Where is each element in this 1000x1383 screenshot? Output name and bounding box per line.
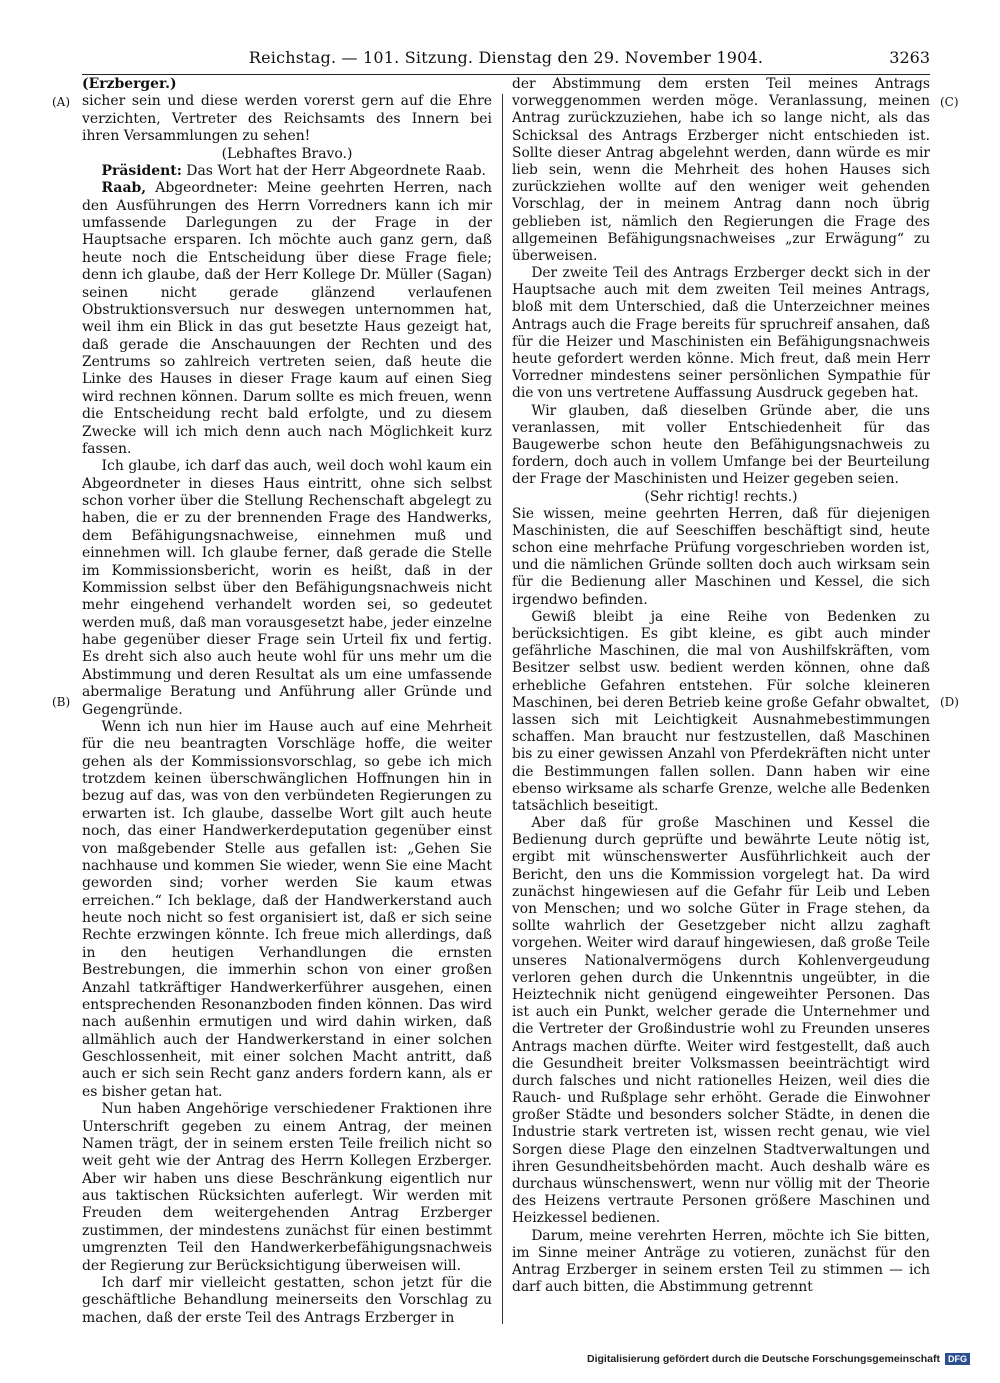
margin-mark-c: (C) — [940, 95, 959, 109]
paragraph: Darum, meine verehrten Herren, möchte ich Sie bitten, im Sinne meiner Anträge zu votieren, zunächst für den Antrag Erzberger in seinem ersten Teil zu stimmen — ich darf auch bitten, die Abstimmung getrennt — [512, 1227, 930, 1296]
page-number: 3263 — [889, 48, 930, 67]
margin-mark-a: (A) — [52, 95, 71, 109]
speaker-name: (Erzberger.) — [82, 76, 177, 92]
margin-mark-b: (B) — [52, 695, 71, 709]
speaker-tag: Präsident: — [101, 162, 182, 179]
footer — [587, 1353, 970, 1365]
header-rule — [82, 74, 930, 75]
paragraph: Wir glauben, daß dieselben Gründe aber, die uns veranlassen, mit voller Entschiedenheit für das Baugewerbe schon heute den Befähigungsnachweis zu fordern, doch auch in vollem Umfange bei der Beurteilung der Frage der Maschinisten und Heizer gegeben seien. — [512, 402, 930, 488]
paragraph-president — [82, 163, 492, 180]
paragraph-raab — [82, 180, 492, 458]
paragraph: Aber daß für große Maschinen und Kessel die Bedienung durch geprüfte und bewährte Leute nötig ist, ergibt mit wünschenswerter Ausführlichkeit auch der Bericht, den uns die Kommission vorgelegt hat. Da wird zunächst hingewiesen auf die Gefahr für Leib und Leben von Menschen; und wo solche Güter in Frage stehen, da sollte wahrlich der Gesetzgeber nicht allzu zaghaft vorgehen. Weiter wird darauf hingewiesen, daß große Teile unseres Nationalvermögens durch Kohlenvergeudung verloren gehen durch die Unkenntnis ungeübter, in die Heiztechnik nicht genügend eingeweihter Personen. Das ist auch ein Punkt, welcher gerade die Unternehmer und die Vertreter der Großindustrie wohl zu Freunden unseres Antrags machen dürfte. Weiter wird festgestellt, daß auch die Gesundheit breiter Volksmassen beeinträchtigt wird durch falsches und nicht rationelles Heizen, weil dies die Rauch- und Rußplage sehr erhöht. Gerade die Einwohner großer Städte und besonders solcher Städte, in denen die Industrie stark vertreten ist, wissen recht genau, wie viel Sorgen diese Plage den einzelnen Stadtverwaltungen und ihren Gesundheitsbehörden macht. Auch deshalb wäre es durchaus wünschenswert, wenn nur völlig mit der Theorie des Heizens vertraute Personen größere Maschinen und Heizkessel bedienen. — [512, 815, 930, 1227]
left-column — [82, 76, 492, 1327]
paragraph-text: Abgeordneter: Meine geehrten Herren, nach den Ausführungen des Herrn Vorredners kann ich mir umfassende Darlegungen zu der Frage in der Hauptsache ersparen. Ich möchte auch ganz gern, daß heute noch die Entscheidung über diese Frage fiele; denn ich glaube, daß der Herr Kollege Dr. Müller (Sagan) seinen nicht gerade glänzend verlaufenen Obstruktionsversuch nur deswegen unternommen hat, weil ihm ein Blick in das gut besetzte Haus gezeigt hat, daß gerade die Anschauungen der Rechten und des Zentrums so zahlreich vertreten seien, daß heute die Linke des Hauses in dieser Frage kaum auf einen Sieg wird rechnen können. Darum sollte es mich freuen, wenn die Entscheidung recht bald erfolgte, und zu diesem Zwecke will ich mich denn auch nach Möglichkeit kurz fassen. — [82, 180, 492, 457]
paragraph: Ich darf mir vielleicht gestatten, schon jetzt für die geschäftliche Behandlung meinerseits den Vorschlag zu machen, daß der erste Teil des Antrags Erzberger in — [82, 1274, 492, 1326]
speaker-tag: Raab, — [101, 180, 147, 197]
funding-note: Digitalisierung gefördert durch die Deutsche Forschungsgemeinschaft — [587, 1353, 940, 1365]
paragraph: Sie wissen, meine geehrten Herren, daß für diejenigen Maschinisten, die auf Seeschiffen beschäftigt sind, heute schon eine mehrfache Prüfung vorgeschrieben worden ist, und die nämlichen Gründe sollten doch auch wirksam sein für die Bedienung aller Maschinen und Kessel, die sich irgendwo befinden. — [512, 505, 930, 608]
paragraph-text: Das Wort hat der Herr Abgeordnete Raab. — [186, 162, 486, 179]
paragraph: Ich glaube, ich darf das auch, weil doch wohl kaum ein Abgeordneter in dieses Haus eintritt, ohne sich selbst schon vorher über die Stellung Rechenschaft abgelegt zu haben, die er zu der brennenden Frage des Handwerks, dem Befähigungsnachweise, einnehmen muß und einnehmen will. Ich glaube ferner, daß gerade die Stelle im Kommissionsbericht, worin es heißt, daß in der Kommission selbst über den Befähigungsnachweis nicht mehr eingehend verhandelt worden sei, so gedeutet werden muß, daß man vorausgesetzt habe, jeder einzelne habe gegenüber dieser Frage sein Urteil fix und fertig. Es dreht sich also auch heute wohl für uns mehr um die Abstimmung und deren Resultat als um eine umfassende abermalige Beratung und Anführung aller Gründe und Gegengründe. — [82, 458, 492, 718]
paragraph: Der zweite Teil des Antrags Erzberger deckt sich in der Hauptsache auch mit dem zweiten Teil meines Antrags, bloß mit dem Unterschied, daß die Unterzeichner meines Antrags auch die Frage bereits für spruchreif ansahen, daß für die Heizer und Maschinisten ein Befähigungsnachweis heute gefordert werden könne. Mich freut, daß mein Herr Vorredner mindestens seiner persönlichen Sympathie für die von uns vertretene Auffassung Ausdruck gegeben hat. — [512, 265, 930, 402]
page-header — [82, 48, 930, 70]
paragraph: der Abstimmung dem ersten Teil meines Antrags vorweggenommen werden möge. Veranlassung, meinen Antrag zurückzuziehen, habe ich so lange nicht, als das Schicksal des Antrags Erzberger nicht entschieden ist. Sollte dieser Antrag abgelehnt werden, dann würde es mir lieb sein, wenn die Mehrheit des hohen Hauses sich zurückziehen wollte auf den weniger weit gehenden Vorschlag, der in meinem Antrag dann noch übrig geblieben ist, nämlich den Regierungen die Frage des allgemeinen Befähigungsnachweises „zur Erwägung“ zu überweisen. — [512, 76, 930, 264]
speaker-head — [82, 76, 492, 93]
paragraph: sicher sein und diese werden vorerst gern auf die Ehre verzichten, Vertreter des Reichsamts des Innern bei ihren Versammlungen zu sehen! — [82, 93, 492, 145]
interjection-note: (Sehr richtig! rechts.) — [644, 488, 798, 505]
paragraph: Nun haben Angehörige verschiedener Fraktionen ihre Unterschrift gegeben zu einem Antrag, der meinen Namen trägt, der in seinem ersten Teile freilich nicht so weit geht wie der Antrag des Herrn Kollegen Erzberger. Aber wir haben uns diese Beschränkung eigentlich nur aus taktischen Rücksichten auferlegt. Wir werden mit Freuden dem weitergehenden Antrag Erzberger zustimmen, der mindestens zunächst für einen bestimmt umgrenzten Teil den Handwerkerbefähigungsnachweis der Regierung zur Berücksichtigung überweisen will. — [82, 1101, 492, 1274]
dfg-logo: DFG — [945, 1353, 970, 1365]
paragraph: Wenn ich nun hier im Hause auch auf eine Mehrheit für die neu beantragten Vorschläge hoffe, die weiter gehen als der Kommissionsvorschlag, so gebe ich mich trotzdem keinen überschwänglichen Hoffnungen hin in bezug auf das, was von den verbündeten Regierungen zu erwarten ist. Ich glaube, dasselbe Wort gilt auch heute noch, das einer Handwerkerdeputation gegenüber einst von maßgebender Stelle aus gefallen ist: „Gehen Sie nachhause und kommen Sie wieder, wenn Sie eine Macht geworden sind; vorher werden Sie kaum etwas erreichen.“ Ich beklage, daß der Handwerkerstand auch heute noch nicht so fest organisiert ist, daß er sich seine Rechte erzwingen könnte. Ich freue mich allerdings, daß in den heutigen Verhandlungen die ernsten Bestrebungen, die immerhin schon von einer großen Anzahl tatkräftiger Handwerkerführer ausgehen, einen entsprechenden Resonanzboden finden können. Das wird nach außenhin ermutigen und wird dahin wirken, daß allmählich auch der Handwerkerstand in einer solchen Geschlossenheit, mit einer solchen Macht antritt, daß auch er sich sein Recht ganz anders fordern kann, als er es bisher getan hat. — [82, 718, 492, 1100]
applause-note: (Lebhaftes Bravo.) — [221, 145, 353, 162]
margin-mark-d: (D) — [940, 695, 959, 709]
page-title: Reichstag. — 101. Sitzung. Dienstag den 29. November 1904. — [248, 48, 764, 67]
column-divider — [502, 94, 503, 1324]
right-column — [512, 76, 930, 1296]
paragraph: Gewiß bleibt ja eine Reihe von Bedenken zu berücksichtigen. Es gibt kleine, es gibt auch minder gefährliche Maschinen, die mal von Aushilfskräften, vom Besitzer selbst usw. bedient werden können, ohne daß erhebliche Gefahren entstehen. Für solche kleineren Maschinen, bei deren Betrieb keine große Gefahr obwaltet, lassen sich mit Leichtigkeit Ausnahmebestimmungen schaffen. Man braucht nur festzustellen, daß Maschinen bis zu einer gewissen Anzahl von Pferdekräften nicht unter die Bestimmungen fallen sollen. Dann haben wir eine ebenso wirksame als scharfe Grenze, welche alle Bedenken tatsächlich beseitigt. — [512, 608, 930, 814]
